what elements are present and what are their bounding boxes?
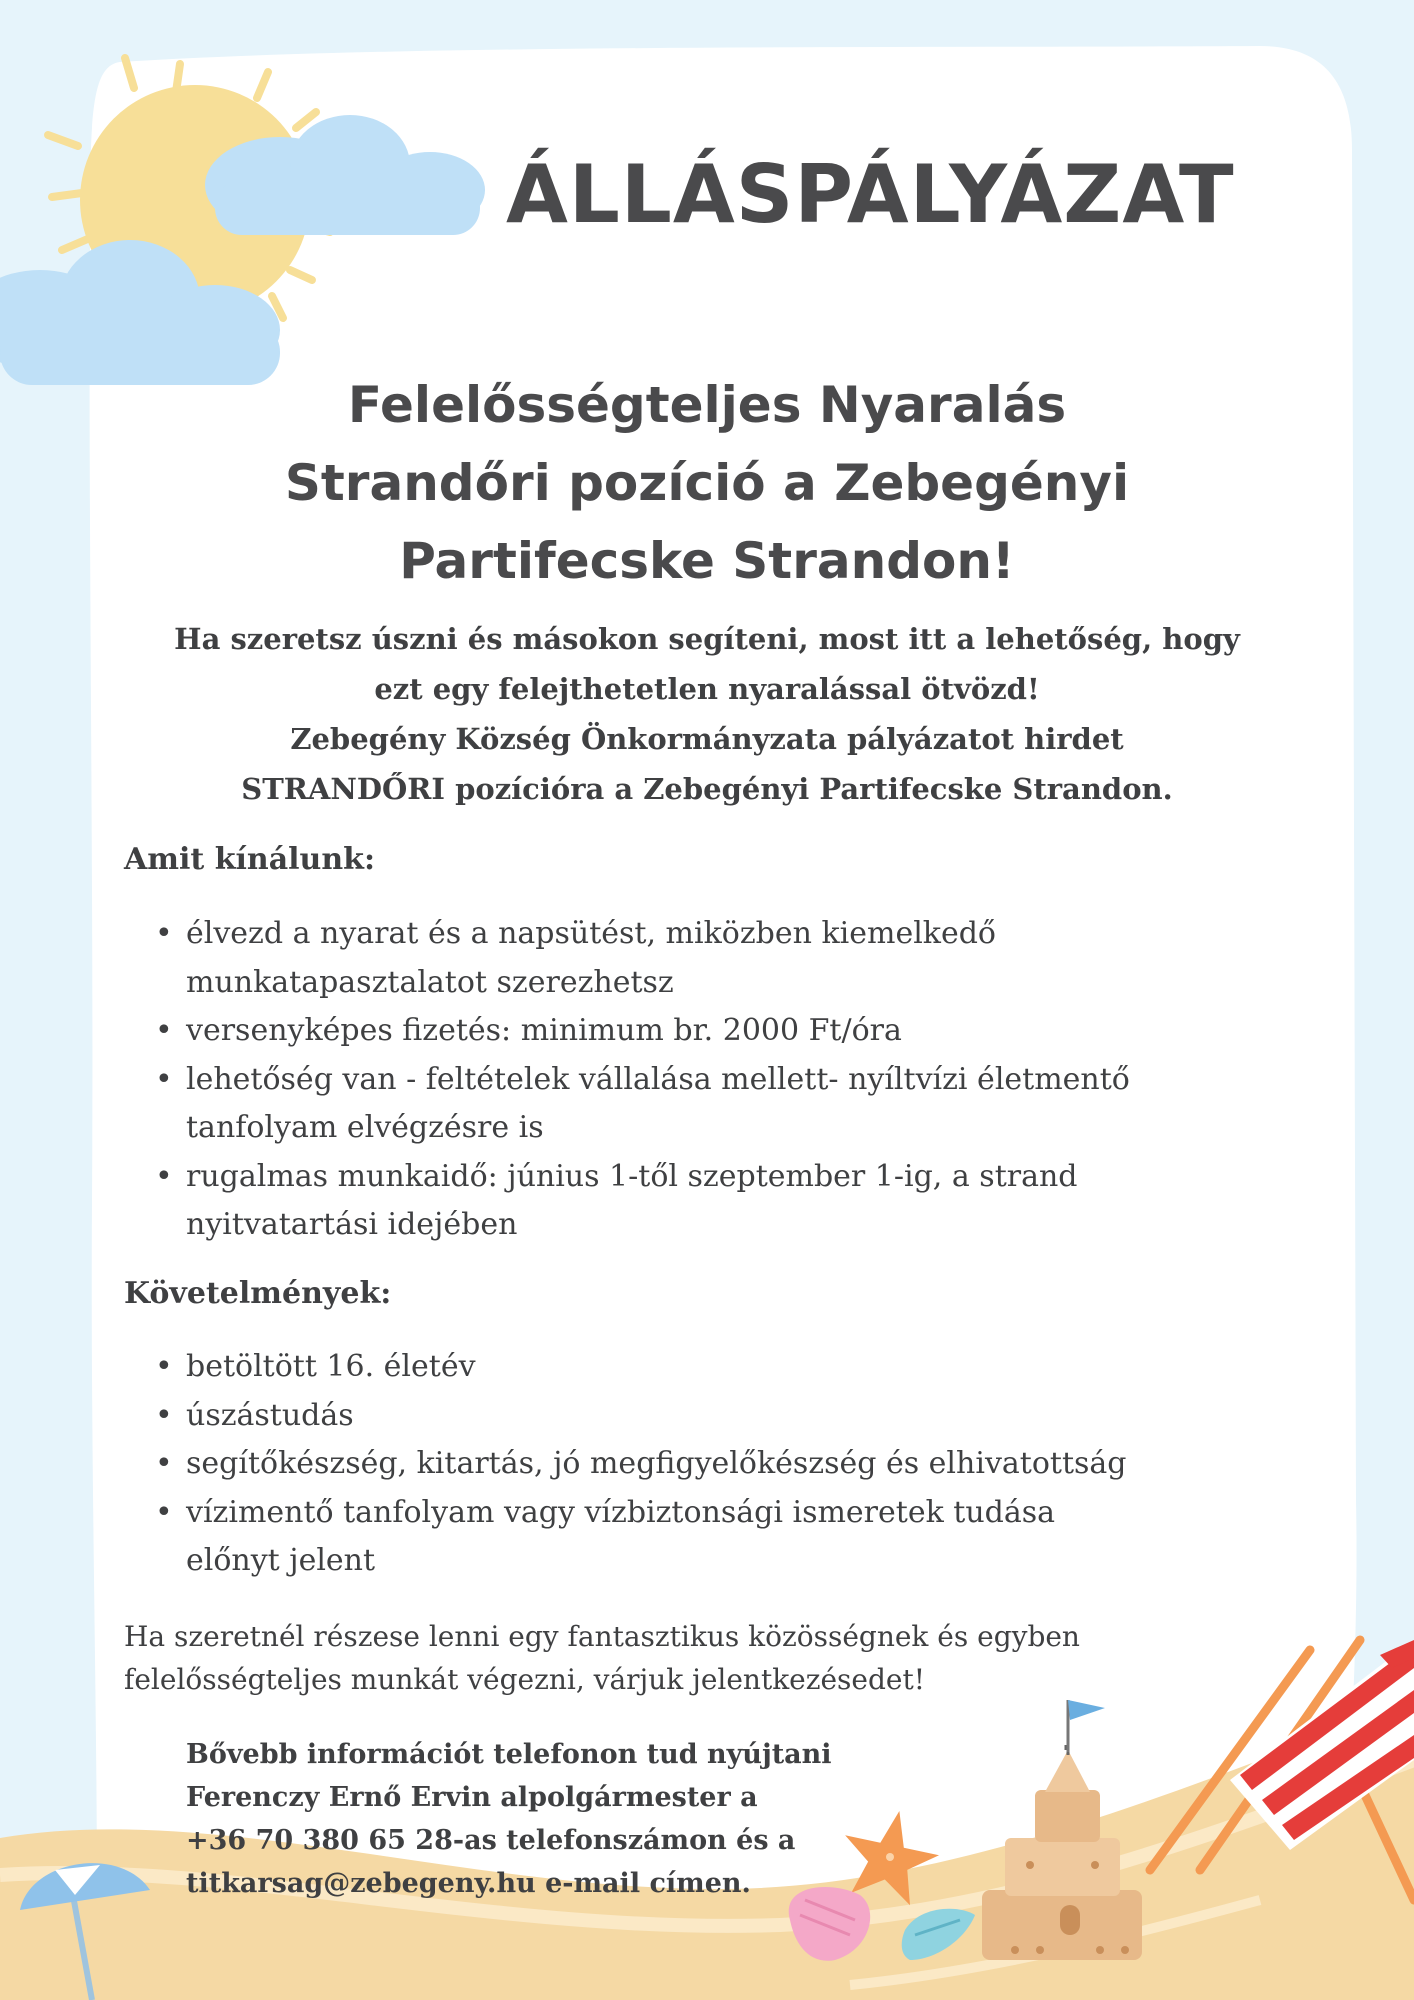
list-item bbox=[150, 1392, 1250, 1441]
requirements-list bbox=[150, 1343, 1250, 1586]
closing-paragraph bbox=[124, 1615, 1080, 1701]
page-title: ÁLLÁSPÁLYÁZAT bbox=[506, 148, 1235, 241]
bullet-icon: • bbox=[155, 1013, 173, 1048]
intro-paragraph bbox=[125, 614, 1289, 814]
intro-line: Ha szeretsz úszni és másokon segíteni, most itt a lehetőség, hogy bbox=[174, 622, 1240, 656]
list-item-text: versenyképes fizetés: minimum br. 2000 Ft/óra bbox=[186, 1013, 902, 1048]
subtitle-line: Strandőri pozíció a Zebegényi bbox=[284, 454, 1130, 512]
bullet-icon: • bbox=[155, 1446, 173, 1481]
list-item bbox=[150, 1440, 1250, 1489]
bullet-icon: • bbox=[155, 1158, 173, 1194]
intro-line: STRANDŐRI pozícióra a Zebegényi Partifecske Strandon. bbox=[241, 772, 1173, 806]
bullet-icon: • bbox=[155, 1349, 173, 1384]
list-item-text: úszástudás bbox=[186, 1397, 354, 1433]
bullet-icon: • bbox=[155, 1397, 173, 1433]
contact-line: Bővebb információt telefonon tud nyújtani bbox=[186, 1739, 832, 1770]
offers-list bbox=[150, 910, 1250, 1250]
list-item-text: nyitvatartási idejében bbox=[186, 1207, 518, 1242]
closing-line: Ha szeretnél részese lenni egy fantasztikus közösségnek és egyben bbox=[124, 1620, 1080, 1653]
list-item-text: munkatapasztalatot szerezhetsz bbox=[186, 964, 674, 1000]
list-item bbox=[150, 1489, 1250, 1586]
contact-info bbox=[186, 1733, 832, 1905]
offers-heading: Amit kínálunk: bbox=[124, 842, 376, 877]
bullet-icon: • bbox=[155, 1061, 173, 1097]
requirements-heading: Követelmények: bbox=[124, 1276, 392, 1311]
closing-line: felelősségteljes munkát végezni, várjuk jelentkezésedet! bbox=[124, 1663, 925, 1696]
list-item-text: vízimentő tanfolyam vagy vízbiztonsági ismeretek tudása bbox=[186, 1494, 1056, 1530]
list-item-text: rugalmas munkaidő: június 1-től szeptember 1-ig, a strand bbox=[186, 1158, 1078, 1194]
subtitle-line: Felelősségteljes Nyaralás bbox=[347, 376, 1067, 434]
contact-phone: +36 70 380 65 28-as telefonszámon és a bbox=[186, 1825, 796, 1856]
subtitle-line: Partifecske Strandon! bbox=[399, 532, 1015, 590]
list-item bbox=[150, 1343, 1250, 1392]
job-subtitle bbox=[150, 366, 1264, 600]
contact-line: Ferenczy Ernő Ervin alpolgármester a bbox=[186, 1782, 758, 1813]
bullet-icon: • bbox=[155, 916, 173, 951]
contact-email: titkarsag@zebegeny.hu e-mail címen. bbox=[186, 1868, 751, 1899]
intro-line: ezt egy felejthetetlen nyaralással ötvözd! bbox=[374, 672, 1040, 706]
list-item bbox=[150, 910, 1250, 1007]
list-item-text: élvezd a nyarat és a napsütést, miközben kiemelkedő bbox=[186, 916, 996, 951]
list-item bbox=[150, 1007, 1250, 1056]
intro-line: Zebegény Község Önkormányzata pályázatot hirdet bbox=[290, 722, 1124, 756]
list-item-text: segítőkészség, kitartás, jó megfigyelőkészség és elhivatottság bbox=[186, 1446, 1127, 1481]
bullet-icon: • bbox=[155, 1494, 173, 1530]
list-item bbox=[150, 1153, 1250, 1250]
list-item bbox=[150, 1056, 1250, 1153]
list-item-text: lehetőség van - feltételek vállalása mellett- nyíltvízi életmentő bbox=[186, 1061, 1130, 1097]
list-item-text: előnyt jelent bbox=[186, 1543, 376, 1578]
list-item-text: tanfolyam elvégzésre is bbox=[186, 1110, 544, 1145]
list-item-text: betöltött 16. életév bbox=[186, 1349, 476, 1384]
